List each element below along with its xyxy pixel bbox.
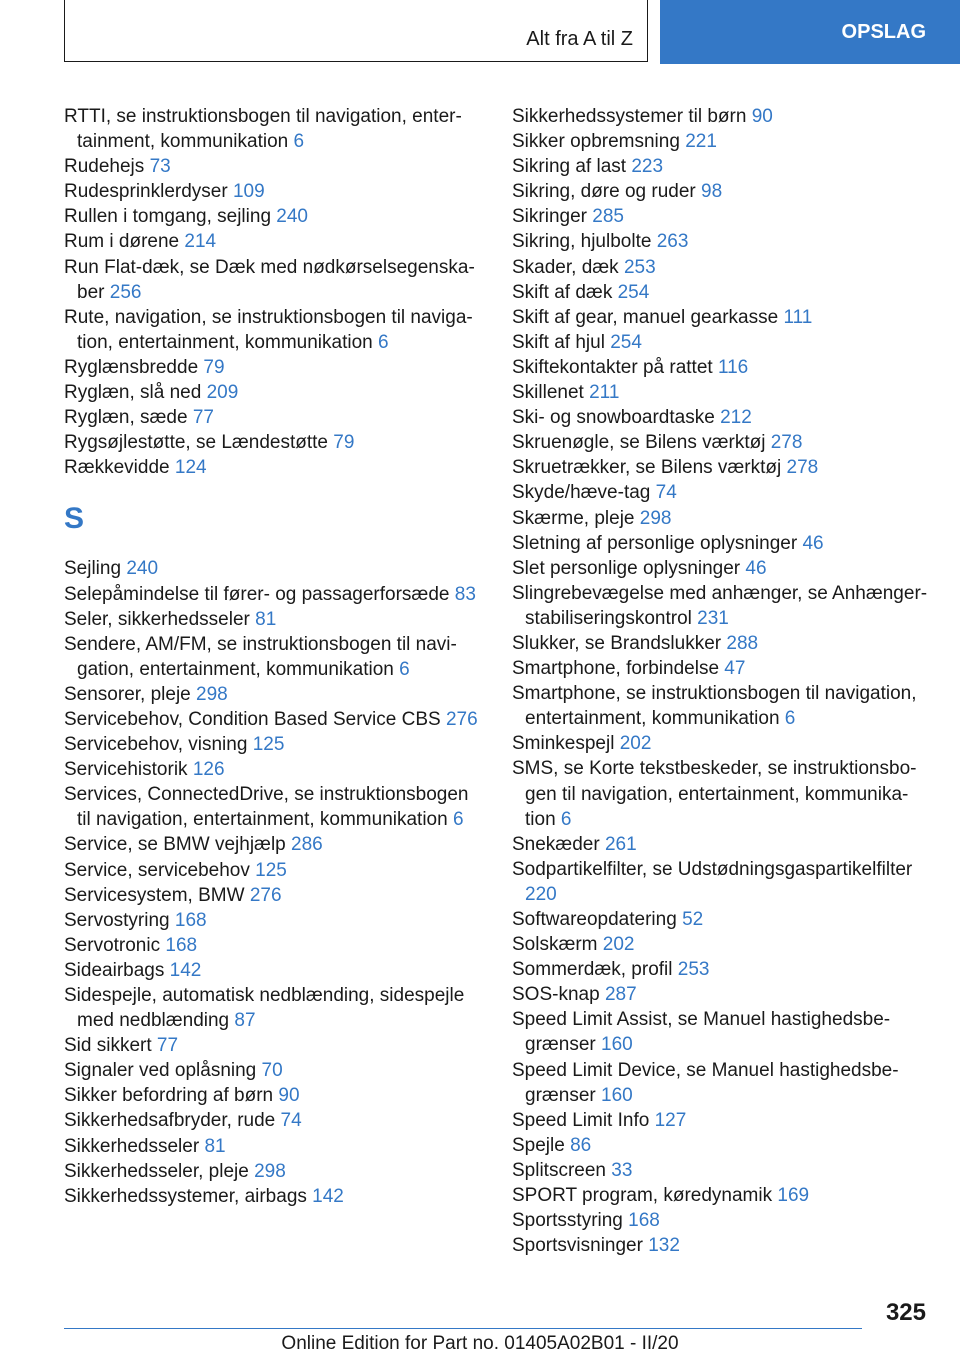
index-entry-term: Ryglæn, sæde <box>64 407 188 429</box>
index-entry <box>64 1108 484 1133</box>
index-entry <box>512 506 932 531</box>
index-entry-page-link[interactable]: 263 <box>656 231 689 253</box>
index-entry-term: Snekæder <box>512 833 600 855</box>
index-entry <box>512 731 932 756</box>
index-entry <box>512 455 932 480</box>
index-entry-page-link[interactable]: 47 <box>724 658 746 680</box>
index-entry <box>512 907 932 932</box>
index-entry <box>512 355 932 380</box>
index-entry-term: SPORT program, køredynamik <box>512 1185 773 1207</box>
index-entry <box>64 832 484 857</box>
index-entry-page-link[interactable]: 86 <box>570 1134 592 1156</box>
index-entry <box>512 405 932 430</box>
index-entry-page-link[interactable]: 109 <box>232 181 265 203</box>
index-column-left <box>64 104 484 1209</box>
index-entry <box>64 1159 484 1184</box>
index-entry-term: Rullen i tomgang, sejling <box>64 206 272 228</box>
index-entry <box>64 858 484 883</box>
index-entry <box>64 204 484 229</box>
index-entry-page-link[interactable]: 160 <box>601 1084 633 1106</box>
index-entry-term: Slet personlige oplysninger <box>512 557 741 579</box>
index-entry-term: Sikkerhedssystemer til børn <box>512 106 747 127</box>
index-entry-term: Slukker, se Brandslukker <box>512 632 722 654</box>
footer-edition-text: Online Edition for Part no. 01405A02B01 - II/20 <box>281 1333 679 1354</box>
index-entry-term: Run Flat-dæk, se Dæk med nødkørselsegenskaber <box>64 256 475 303</box>
index-entry <box>512 1158 932 1183</box>
index-entry-page-link[interactable]: 142 <box>312 1185 344 1207</box>
index-entry-term: Smartphone, se instruktionsbogen til navigation, entertainment, kommunikation <box>512 683 917 730</box>
index-entry-term: Slingrebevægelse med anhænger, se Anhænger-stabiliseringskontrol <box>512 582 928 629</box>
index-entry <box>64 782 484 832</box>
index-entry-term: Sikkerhedsseler <box>64 1135 200 1157</box>
index-entry-term: Sikkerhedsafbryder, rude <box>64 1110 276 1132</box>
index-entry <box>64 933 484 958</box>
index-entry-term: Servicesystem, BMW <box>64 884 245 906</box>
index-entry-page-link[interactable]: 127 <box>654 1109 687 1131</box>
index-entry-term: Sikkerhedsseler, pleje <box>64 1160 249 1182</box>
index-entry-page-link[interactable]: 169 <box>777 1185 810 1207</box>
index-entry-term: Ryglænsbredde <box>64 356 199 378</box>
index-entry <box>64 682 484 707</box>
index-column-right <box>512 104 932 1258</box>
index-entry <box>512 631 932 656</box>
index-entry-term: Speed Limit Device, se Manuel hastighedsbegrænser <box>512 1059 899 1106</box>
index-entry-page-link[interactable]: 77 <box>192 407 214 429</box>
index-entry-page-link[interactable]: 221 <box>685 131 717 153</box>
footer-divider <box>64 1328 862 1329</box>
index-entry-page-link[interactable]: 52 <box>682 909 704 930</box>
index-entry <box>64 104 484 154</box>
index-entry-page-link[interactable]: 212 <box>720 407 752 429</box>
index-entry-page-link[interactable]: 87 <box>234 1010 256 1032</box>
index-entry-page-link[interactable]: 90 <box>278 1085 300 1107</box>
section-letter-heading: S <box>64 502 85 536</box>
index-entry-term: Rygsøjlestøtte, se Lændestøtte <box>64 432 328 454</box>
index-entry-page-link[interactable]: 209 <box>206 382 239 404</box>
index-list-s-left <box>64 556 484 1208</box>
index-entry-page-link[interactable]: 298 <box>196 683 228 705</box>
page-number: 325 <box>885 1299 926 1326</box>
index-entry <box>64 405 484 430</box>
index-entry-term: Rum i dørene <box>64 231 180 253</box>
index-entry-term: Sminkespejl <box>512 733 615 755</box>
index-entry <box>64 983 484 1033</box>
index-entry-page-link[interactable]: 90 <box>751 106 773 127</box>
index-entry-term: Skærme, pleje <box>512 507 635 529</box>
index-entry-page-link[interactable]: 254 <box>617 281 650 303</box>
index-entry <box>512 681 932 731</box>
index-entry <box>512 982 932 1007</box>
index-entry <box>512 756 932 831</box>
index-entry-page-link[interactable]: 126 <box>192 759 225 781</box>
index-entry <box>64 883 484 908</box>
index-entry <box>512 1208 932 1233</box>
index-entry-page-link[interactable]: 168 <box>174 909 207 931</box>
index-entry-term: Servicebehov, Condition Based Service CBS <box>64 708 441 730</box>
index-entry <box>64 1033 484 1058</box>
index-entry-term: SMS, se Korte tekstbeskeder, se instruktionsbogen til navigation, entertainment, kommunikation <box>512 758 917 830</box>
index-entry-page-link[interactable]: 287 <box>604 984 637 1006</box>
index-entry <box>512 1233 932 1258</box>
index-entry-term: Skruenøgle, se Bilens værktøj <box>512 432 766 454</box>
index-entry-term: Rækkevidde <box>64 457 170 479</box>
index-entry-page-link[interactable]: 223 <box>631 156 664 178</box>
index-entry <box>64 556 484 581</box>
index-entry-term: Smartphone, forbindelse <box>512 658 720 680</box>
index-entry-page-link[interactable]: 132 <box>648 1235 680 1257</box>
index-entry-page-link[interactable]: 261 <box>604 833 637 855</box>
index-entry-page-link[interactable]: 276 <box>445 708 478 730</box>
index-entry-term: Signaler ved oplåsning <box>64 1060 257 1082</box>
index-entry-term: Service, se BMW vejhjælp <box>64 834 286 856</box>
index-entry-page-link[interactable]: 6 <box>452 809 464 831</box>
index-entry-page-link[interactable]: 81 <box>255 608 277 630</box>
index-entry-page-link[interactable]: 278 <box>770 432 803 454</box>
index-entry-page-link[interactable]: 286 <box>291 834 323 856</box>
index-entry-page-link[interactable]: 288 <box>726 632 759 654</box>
index-entry-term: Sejling <box>64 558 122 580</box>
index-entry <box>64 430 484 455</box>
index-entry-term: Sikker opbremsning <box>512 131 680 153</box>
index-entry <box>64 1083 484 1108</box>
index-entry <box>512 480 932 505</box>
index-entry <box>512 531 932 556</box>
index-entry-term: Speed Limit Assist, se Manuel hastighedsbegrænser <box>512 1009 891 1056</box>
index-entry-term: Sidespejle, automatisk nedblænding, sidespejle med nedblænding <box>64 985 465 1032</box>
index-entry-term: Sportsvisninger <box>512 1235 643 1257</box>
index-entry-term: Seler, sikkerhedsseler <box>64 608 250 630</box>
index-entry-term: Servostyring <box>64 909 170 931</box>
index-entry <box>512 932 932 957</box>
index-entry-page-link[interactable]: 253 <box>677 959 710 981</box>
index-entry-page-link[interactable]: 285 <box>592 206 624 228</box>
index-entry-page-link[interactable]: 79 <box>203 356 225 378</box>
index-entry-page-link[interactable]: 6 <box>784 708 796 730</box>
section-title-box <box>64 0 648 62</box>
index-entry-term: Rudehejs <box>64 156 145 178</box>
index-entry-term: Rute, navigation, se instruktionsbogen til navigation, entertainment, kommunikation <box>64 306 473 353</box>
index-entry <box>64 958 484 983</box>
index-entry <box>512 957 932 982</box>
index-entry-page-link[interactable]: 83 <box>454 583 476 605</box>
index-entry-term: Skruetrækker, se Bilens værktøj <box>512 457 782 479</box>
index-entry-term: Spejle <box>512 1134 565 1156</box>
index-entry-term: Servotronic <box>64 934 161 956</box>
index-entry <box>64 757 484 782</box>
index-entry-page-link[interactable]: 70 <box>261 1060 283 1082</box>
index-entry <box>512 229 932 254</box>
index-entry <box>512 330 932 355</box>
index-list-s-right <box>512 104 932 1258</box>
index-entry-page-link[interactable]: 111 <box>783 306 813 328</box>
index-entry <box>512 104 932 129</box>
index-entry <box>512 857 932 907</box>
index-entry-page-link[interactable]: 214 <box>184 231 217 253</box>
index-entry-page-link[interactable]: 73 <box>149 156 171 178</box>
index-entry-term: Softwareopdatering <box>512 909 677 930</box>
index-entry-page-link[interactable]: 6 <box>378 331 389 353</box>
index-entry <box>512 832 932 857</box>
index-entry <box>512 255 932 280</box>
index-entry <box>64 255 484 305</box>
index-entry-page-link[interactable]: 46 <box>802 532 824 554</box>
index-entry-term: Speed Limit Info <box>512 1109 650 1131</box>
index-entry-page-link[interactable]: 125 <box>252 734 285 756</box>
index-entry <box>64 1134 484 1159</box>
index-entry <box>64 179 484 204</box>
index-entry-term: Skift af gear, manuel gearkasse <box>512 306 779 328</box>
index-entry-page-link[interactable]: 142 <box>169 959 202 981</box>
tab-label: OPSLAG <box>841 20 926 43</box>
index-entry-page-link[interactable]: 202 <box>619 733 652 755</box>
index-entry-page-link[interactable]: 298 <box>254 1160 286 1182</box>
index-entry-page-link[interactable]: 74 <box>655 482 677 504</box>
index-entry-term: Servicebehov, visning <box>64 734 248 756</box>
index-entry <box>512 129 932 154</box>
index-entry-term: Sikringer <box>512 206 587 228</box>
index-entry <box>512 656 932 681</box>
index-entry <box>512 430 932 455</box>
index-entry <box>64 607 484 632</box>
page-header <box>64 0 960 64</box>
index-entry <box>64 632 484 682</box>
index-entry-page-link[interactable]: 278 <box>786 457 819 479</box>
index-entry-page-link[interactable]: 211 <box>589 382 620 404</box>
index-entry <box>64 305 484 355</box>
index-entry-page-link[interactable]: 46 <box>745 557 767 579</box>
index-entry <box>512 1183 932 1208</box>
index-entry-page-link[interactable]: 254 <box>610 331 642 353</box>
index-entry-term: Skift af hjul <box>512 331 605 353</box>
index-entry <box>64 355 484 380</box>
index-entry <box>512 556 932 581</box>
index-entry <box>64 732 484 757</box>
index-entry-term: Skader, dæk <box>512 256 619 278</box>
index-entry-page-link[interactable]: 240 <box>276 206 308 228</box>
index-entry-term: Rudesprinklerdyser <box>64 181 228 203</box>
index-entry-term: Sikring, døre og ruder <box>512 181 696 203</box>
index-entry-term: Ryglæn, slå ned <box>64 382 202 404</box>
index-entry <box>512 179 932 204</box>
index-entry <box>512 1133 932 1158</box>
index-entry-page-link[interactable]: 81 <box>204 1135 226 1157</box>
index-entry-term: Solskærm <box>512 934 598 956</box>
index-entry-page-link[interactable]: 77 <box>156 1035 179 1057</box>
index-entry-term: Service, servicebehov <box>64 859 250 881</box>
index-entry-term: Sendere, AM/FM, se instruktionsbogen til navigation, entertainment, kommunikation <box>64 633 457 680</box>
index-entry-page-link[interactable]: 74 <box>280 1110 302 1132</box>
index-entry <box>64 154 484 179</box>
index-entry-term: Sportsstyring <box>512 1210 623 1232</box>
index-entry-term: Sikkerhedssystemer, airbags <box>64 1185 307 1207</box>
index-entry-page-link[interactable]: 160 <box>601 1034 633 1056</box>
index-entry-term: Sensorer, pleje <box>64 683 191 705</box>
index-list-r <box>64 104 484 480</box>
index-entry-term: Sletning af personlige oplysninger <box>512 532 798 554</box>
index-entry-page-link[interactable]: 298 <box>639 507 672 529</box>
index-entry-page-link[interactable]: 240 <box>126 558 159 580</box>
index-entry-term: Sommerdæk, profil <box>512 959 673 981</box>
index-entry-page-link[interactable]: 276 <box>249 884 282 906</box>
index-entry-page-link[interactable]: 253 <box>623 256 656 278</box>
index-entry-term: Skyde/hæve-tag <box>512 482 651 504</box>
index-entry <box>512 1108 932 1133</box>
index-entry <box>512 581 932 631</box>
index-entry-page-link[interactable]: 231 <box>697 607 729 629</box>
index-entry-page-link[interactable]: 124 <box>174 457 207 479</box>
index-entry-term: Services, ConnectedDrive, se instruktionsbogen til navigation, entertainment, kommunikation <box>64 784 469 831</box>
index-entry <box>64 455 484 480</box>
index-entry-term: RTTI, se instruktionsbogen til navigation, entertainment, kommunikation <box>64 106 462 153</box>
index-entry-term: SOS-knap <box>512 984 600 1006</box>
index-entry-page-link[interactable]: 256 <box>109 281 142 303</box>
index-entry-term: Skiftekontakter på rattet <box>512 356 713 378</box>
index-entry-term: Selepåmindelse til fører- og passagerforsæde <box>64 583 450 605</box>
index-entry-page-link[interactable]: 168 <box>165 934 198 956</box>
tab-opslag[interactable] <box>660 0 960 64</box>
index-entry-page-link[interactable]: 168 <box>628 1210 660 1232</box>
index-entry-page-link[interactable]: 6 <box>293 131 305 153</box>
index-entry-term: Sikring af last <box>512 156 627 178</box>
index-entry-page-link[interactable]: 116 <box>717 356 749 378</box>
index-entry <box>512 280 932 305</box>
index-entry <box>512 305 932 330</box>
index-entry-term: Sideairbags <box>64 959 165 981</box>
index-entry <box>64 582 484 607</box>
index-entry-term: Sikring, hjulbolte <box>512 231 652 253</box>
index-entry <box>512 204 932 229</box>
index-entry-term: Splitscreen <box>512 1159 606 1181</box>
index-entry <box>64 908 484 933</box>
index-entry-page-link[interactable]: 202 <box>602 934 635 956</box>
index-entry-page-link[interactable]: 125 <box>255 859 287 881</box>
index-entry-page-link[interactable]: 79 <box>333 432 355 454</box>
index-entry-term: Skillenet <box>512 382 584 404</box>
index-entry-term: Sodpartikelfilter, se Udstødningsgaspartikelfilter <box>512 858 913 880</box>
index-entry-term: Sid sikkert <box>64 1035 152 1057</box>
index-entry <box>64 1058 484 1083</box>
index-entry-term: Servicehistorik <box>64 759 188 781</box>
index-entry-term: Sikker befordring af børn <box>64 1085 274 1107</box>
index-entry <box>64 1184 484 1209</box>
index-entry-term: Skift af dæk <box>512 281 613 303</box>
index-entry-page-link[interactable]: 220 <box>525 883 557 905</box>
index-entry <box>512 1007 932 1057</box>
section-title: Alt fra A til Z <box>526 28 633 50</box>
index-entry-page-link[interactable]: 98 <box>701 181 723 203</box>
index-entry <box>512 380 932 405</box>
index-entry <box>512 1058 932 1108</box>
index-entry-page-link[interactable]: 6 <box>399 658 410 680</box>
index-entry-term: Ski- og snowboardtaske <box>512 407 715 429</box>
index-entry <box>64 380 484 405</box>
index-entry <box>64 707 484 732</box>
index-entry-page-link[interactable]: 6 <box>560 808 572 830</box>
index-entry <box>64 229 484 254</box>
index-entry <box>512 154 932 179</box>
index-entry-page-link[interactable]: 33 <box>611 1159 633 1181</box>
